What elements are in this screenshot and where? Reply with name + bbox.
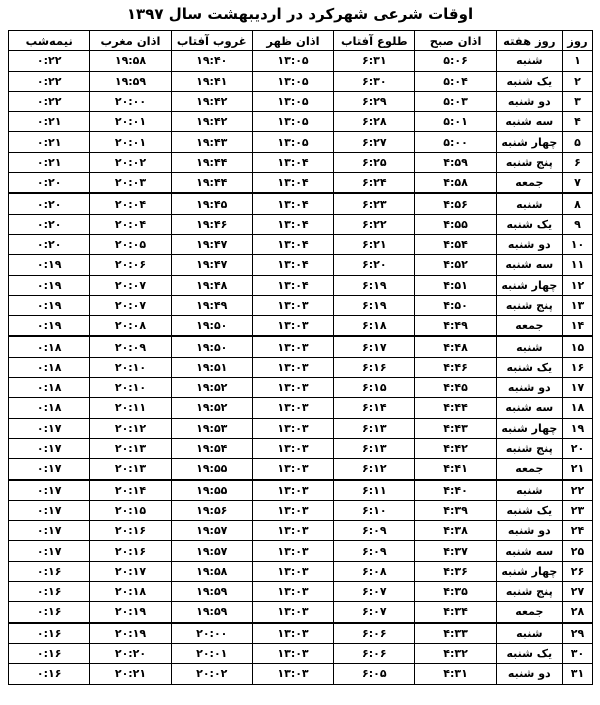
dhuhr-cell: ۱۳:۰۵ [252, 91, 333, 111]
dhuhr-cell: ۱۳:۰۴ [252, 152, 333, 172]
sunset-cell: ۱۹:۴۸ [171, 275, 252, 295]
day-cell: ۱۸ [562, 398, 592, 418]
maghrib-cell: ۲۰:۱۱ [90, 398, 171, 418]
sunrise-cell: ۶:۲۲ [334, 214, 415, 234]
header-dhuhr: اذان ظهر [252, 31, 333, 51]
fajr-cell: ۴:۴۸ [415, 336, 496, 357]
day-cell: ۲۱ [562, 459, 592, 480]
dhuhr-cell: ۱۳:۰۳ [252, 582, 333, 602]
dhuhr-cell: ۱۳:۰۳ [252, 602, 333, 623]
midnight-cell: ۰:۲۰ [9, 173, 90, 194]
day-cell: ۳ [562, 91, 592, 111]
maghrib-cell: ۲۰:۱۶ [90, 541, 171, 561]
day-cell: ۱۶ [562, 357, 592, 377]
maghrib-cell: ۲۰:۱۵ [90, 500, 171, 520]
fajr-cell: ۴:۳۴ [415, 602, 496, 623]
weekday-cell: شنبه [496, 51, 562, 71]
fajr-cell: ۴:۴۰ [415, 480, 496, 501]
midnight-cell: ۰:۲۲ [9, 51, 90, 71]
maghrib-cell: ۲۰:۰۷ [90, 275, 171, 295]
fajr-cell: ۵:۰۴ [415, 71, 496, 91]
sunset-cell: ۱۹:۵۷ [171, 541, 252, 561]
maghrib-cell: ۱۹:۵۸ [90, 51, 171, 71]
dhuhr-cell: ۱۳:۰۵ [252, 51, 333, 71]
sunset-cell: ۱۹:۴۶ [171, 214, 252, 234]
sunset-cell: ۱۹:۵۰ [171, 316, 252, 337]
fajr-cell: ۵:۰۶ [415, 51, 496, 71]
sunrise-cell: ۶:۲۹ [334, 91, 415, 111]
day-cell: ۲۲ [562, 480, 592, 501]
table-row [9, 438, 593, 458]
day-cell: ۳۱ [562, 664, 592, 684]
sunset-cell: ۱۹:۵۹ [171, 582, 252, 602]
fajr-cell: ۴:۳۶ [415, 561, 496, 581]
weekday-cell: شنبه [496, 336, 562, 357]
midnight-cell: ۰:۱۷ [9, 418, 90, 438]
table-row [9, 112, 593, 132]
day-cell: ۲۹ [562, 623, 592, 644]
sunset-cell: ۱۹:۴۵ [171, 193, 252, 214]
day-cell: ۱۹ [562, 418, 592, 438]
day-cell: ۲۴ [562, 521, 592, 541]
midnight-cell: ۰:۱۶ [9, 561, 90, 581]
sunrise-cell: ۶:۳۱ [334, 51, 415, 71]
day-cell: ۲۰ [562, 438, 592, 458]
sunrise-cell: ۶:۰۷ [334, 582, 415, 602]
table-row [9, 71, 593, 91]
header-weekday: روز هفته [496, 31, 562, 51]
maghrib-cell: ۲۰:۰۱ [90, 132, 171, 152]
sunrise-cell: ۶:۱۲ [334, 459, 415, 480]
day-cell: ۲۸ [562, 602, 592, 623]
maghrib-cell: ۲۰:۰۴ [90, 193, 171, 214]
weekday-cell: جمعه [496, 602, 562, 623]
sunset-cell: ۱۹:۴۲ [171, 112, 252, 132]
day-cell: ۱۷ [562, 378, 592, 398]
fajr-cell: ۴:۴۳ [415, 418, 496, 438]
dhuhr-cell: ۱۳:۰۳ [252, 500, 333, 520]
table-row [9, 602, 593, 623]
weekday-cell: یک شنبه [496, 643, 562, 663]
day-cell: ۱۰ [562, 234, 592, 254]
dhuhr-cell: ۱۳:۰۳ [252, 541, 333, 561]
maghrib-cell: ۲۰:۰۱ [90, 112, 171, 132]
maghrib-cell: ۲۰:۰۴ [90, 214, 171, 234]
sunset-cell: ۱۹:۴۳ [171, 132, 252, 152]
table-row [9, 521, 593, 541]
sunset-cell: ۱۹:۵۷ [171, 521, 252, 541]
table-row [9, 459, 593, 480]
weekday-cell: جمعه [496, 316, 562, 337]
weekday-cell: سه شنبه [496, 112, 562, 132]
sunrise-cell: ۶:۱۴ [334, 398, 415, 418]
prayer-times-table [8, 30, 593, 685]
maghrib-cell: ۲۰:۰۳ [90, 173, 171, 194]
day-cell: ۲۷ [562, 582, 592, 602]
maghrib-cell: ۲۰:۱۹ [90, 623, 171, 644]
sunrise-cell: ۶:۱۶ [334, 357, 415, 377]
dhuhr-cell: ۱۳:۰۴ [252, 275, 333, 295]
header-maghrib: اذان مغرب [90, 31, 171, 51]
fajr-cell: ۴:۳۲ [415, 643, 496, 663]
table-row [9, 295, 593, 315]
sunset-cell: ۱۹:۵۲ [171, 378, 252, 398]
table-row [9, 173, 593, 194]
sunrise-cell: ۶:۰۷ [334, 602, 415, 623]
fajr-cell: ۴:۴۵ [415, 378, 496, 398]
midnight-cell: ۰:۱۹ [9, 316, 90, 337]
dhuhr-cell: ۱۳:۰۵ [252, 132, 333, 152]
sunrise-cell: ۶:۳۰ [334, 71, 415, 91]
table-row [9, 643, 593, 663]
day-cell: ۹ [562, 214, 592, 234]
sunrise-cell: ۶:۰۵ [334, 664, 415, 684]
table-row [9, 480, 593, 501]
sunrise-cell: ۶:۰۸ [334, 561, 415, 581]
fajr-cell: ۴:۵۰ [415, 295, 496, 315]
fajr-cell: ۴:۴۶ [415, 357, 496, 377]
dhuhr-cell: ۱۳:۰۳ [252, 459, 333, 480]
header-day: روز [562, 31, 592, 51]
sunset-cell: ۱۹:۵۶ [171, 500, 252, 520]
sunset-cell: ۱۹:۵۵ [171, 480, 252, 501]
weekday-cell: سه شنبه [496, 398, 562, 418]
maghrib-cell: ۲۰:۰۰ [90, 91, 171, 111]
midnight-cell: ۰:۱۶ [9, 623, 90, 644]
weekday-cell: یک شنبه [496, 357, 562, 377]
weekday-cell: جمعه [496, 173, 562, 194]
day-cell: ۳۰ [562, 643, 592, 663]
table-row [9, 234, 593, 254]
day-cell: ۲ [562, 71, 592, 91]
sunset-cell: ۱۹:۵۴ [171, 438, 252, 458]
maghrib-cell: ۲۰:۱۳ [90, 459, 171, 480]
table-row [9, 193, 593, 214]
sunset-cell: ۱۹:۴۲ [171, 91, 252, 111]
sunset-cell: ۱۹:۵۸ [171, 561, 252, 581]
day-cell: ۱۲ [562, 275, 592, 295]
sunset-cell: ۱۹:۴۷ [171, 234, 252, 254]
sunrise-cell: ۶:۲۴ [334, 173, 415, 194]
fajr-cell: ۴:۴۴ [415, 398, 496, 418]
sunset-cell: ۱۹:۴۰ [171, 51, 252, 71]
dhuhr-cell: ۱۳:۰۳ [252, 316, 333, 337]
maghrib-cell: ۲۰:۰۹ [90, 336, 171, 357]
weekday-cell: جمعه [496, 459, 562, 480]
fajr-cell: ۴:۳۷ [415, 541, 496, 561]
fajr-cell: ۴:۴۱ [415, 459, 496, 480]
dhuhr-cell: ۱۳:۰۴ [252, 193, 333, 214]
sunrise-cell: ۶:۱۳ [334, 438, 415, 458]
table-row [9, 541, 593, 561]
maghrib-cell: ۲۰:۱۶ [90, 521, 171, 541]
fajr-cell: ۴:۵۹ [415, 152, 496, 172]
maghrib-cell: ۲۰:۱۲ [90, 418, 171, 438]
sunrise-cell: ۶:۲۸ [334, 112, 415, 132]
dhuhr-cell: ۱۳:۰۳ [252, 643, 333, 663]
dhuhr-cell: ۱۳:۰۳ [252, 357, 333, 377]
midnight-cell: ۰:۲۲ [9, 71, 90, 91]
table-row [9, 152, 593, 172]
maghrib-cell: ۲۰:۱۷ [90, 561, 171, 581]
sunrise-cell: ۶:۲۱ [334, 234, 415, 254]
day-cell: ۸ [562, 193, 592, 214]
weekday-cell: پنج شنبه [496, 295, 562, 315]
table-row [9, 378, 593, 398]
midnight-cell: ۰:۱۷ [9, 541, 90, 561]
weekday-cell: سه شنبه [496, 255, 562, 275]
dhuhr-cell: ۱۳:۰۳ [252, 336, 333, 357]
day-cell: ۱۳ [562, 295, 592, 315]
table-row [9, 500, 593, 520]
table-row [9, 91, 593, 111]
maghrib-cell: ۲۰:۰۷ [90, 295, 171, 315]
dhuhr-cell: ۱۳:۰۳ [252, 623, 333, 644]
header-fajr: اذان صبح [415, 31, 496, 51]
header-midnight: نیمه‌شب [9, 31, 90, 51]
sunset-cell: ۱۹:۵۵ [171, 459, 252, 480]
dhuhr-cell: ۱۳:۰۳ [252, 398, 333, 418]
weekday-cell: دو شنبه [496, 664, 562, 684]
sunrise-cell: ۶:۲۳ [334, 193, 415, 214]
page-title: اوقات شرعی شهرکرد در اردیبهشت سال ۱۳۹۷ [126, 5, 474, 23]
sunrise-cell: ۶:۱۹ [334, 275, 415, 295]
dhuhr-cell: ۱۳:۰۳ [252, 438, 333, 458]
table-row [9, 255, 593, 275]
weekday-cell: یک شنبه [496, 500, 562, 520]
weekday-cell: یک شنبه [496, 214, 562, 234]
weekday-cell: شنبه [496, 623, 562, 644]
maghrib-cell: ۲۰:۱۹ [90, 602, 171, 623]
maghrib-cell: ۲۰:۱۰ [90, 357, 171, 377]
fajr-cell: ۵:۰۰ [415, 132, 496, 152]
sunset-cell: ۱۹:۴۴ [171, 152, 252, 172]
sunrise-cell: ۶:۲۷ [334, 132, 415, 152]
weekday-cell: شنبه [496, 480, 562, 501]
weekday-cell: دو شنبه [496, 378, 562, 398]
midnight-cell: ۰:۲۰ [9, 193, 90, 214]
day-cell: ۲۳ [562, 500, 592, 520]
fajr-cell: ۴:۵۲ [415, 255, 496, 275]
table-row [9, 275, 593, 295]
weekday-cell: چهار شنبه [496, 418, 562, 438]
sunrise-cell: ۶:۲۰ [334, 255, 415, 275]
header-sunset: غروب آفتاب [171, 31, 252, 51]
table-row [9, 336, 593, 357]
midnight-cell: ۰:۱۹ [9, 255, 90, 275]
table-body [9, 51, 593, 684]
fajr-cell: ۴:۵۴ [415, 234, 496, 254]
day-cell: ۲۶ [562, 561, 592, 581]
dhuhr-cell: ۱۳:۰۳ [252, 521, 333, 541]
maghrib-cell: ۲۰:۱۳ [90, 438, 171, 458]
table-row [9, 623, 593, 644]
day-cell: ۷ [562, 173, 592, 194]
day-cell: ۱۱ [562, 255, 592, 275]
midnight-cell: ۰:۱۷ [9, 438, 90, 458]
dhuhr-cell: ۱۳:۰۳ [252, 561, 333, 581]
maghrib-cell: ۲۰:۱۰ [90, 378, 171, 398]
maghrib-cell: ۲۰:۰۲ [90, 152, 171, 172]
sunrise-cell: ۶:۱۳ [334, 418, 415, 438]
fajr-cell: ۴:۳۱ [415, 664, 496, 684]
midnight-cell: ۰:۱۷ [9, 521, 90, 541]
day-cell: ۲۵ [562, 541, 592, 561]
fajr-cell: ۴:۳۳ [415, 623, 496, 644]
weekday-cell: پنج شنبه [496, 582, 562, 602]
midnight-cell: ۰:۱۹ [9, 295, 90, 315]
fajr-cell: ۴:۵۵ [415, 214, 496, 234]
fajr-cell: ۴:۵۸ [415, 173, 496, 194]
table-row [9, 561, 593, 581]
weekday-cell: چهار شنبه [496, 561, 562, 581]
sunrise-cell: ۶:۰۶ [334, 643, 415, 663]
sunset-cell: ۲۰:۰۲ [171, 664, 252, 684]
weekday-cell: سه شنبه [496, 541, 562, 561]
weekday-cell: دو شنبه [496, 234, 562, 254]
dhuhr-cell: ۱۳:۰۴ [252, 255, 333, 275]
maghrib-cell: ۲۰:۲۰ [90, 643, 171, 663]
weekday-cell: یک شنبه [496, 71, 562, 91]
sunset-cell: ۱۹:۴۷ [171, 255, 252, 275]
header-row [9, 31, 593, 51]
sunrise-cell: ۶:۱۹ [334, 295, 415, 315]
table-row [9, 357, 593, 377]
sunrise-cell: ۶:۱۵ [334, 378, 415, 398]
header-sunrise: طلوع آفتاب [334, 31, 415, 51]
sunset-cell: ۱۹:۵۰ [171, 336, 252, 357]
dhuhr-cell: ۱۳:۰۵ [252, 71, 333, 91]
dhuhr-cell: ۱۳:۰۴ [252, 234, 333, 254]
fajr-cell: ۴:۵۱ [415, 275, 496, 295]
dhuhr-cell: ۱۳:۰۵ [252, 112, 333, 132]
sunset-cell: ۱۹:۵۹ [171, 602, 252, 623]
maghrib-cell: ۲۰:۰۶ [90, 255, 171, 275]
fajr-cell: ۵:۰۱ [415, 112, 496, 132]
sunrise-cell: ۶:۱۸ [334, 316, 415, 337]
midnight-cell: ۰:۱۶ [9, 643, 90, 663]
sunrise-cell: ۶:۱۱ [334, 480, 415, 501]
weekday-cell: چهار شنبه [496, 132, 562, 152]
table-row [9, 664, 593, 684]
table-row [9, 214, 593, 234]
midnight-cell: ۰:۱۸ [9, 378, 90, 398]
sunset-cell: ۲۰:۰۱ [171, 643, 252, 663]
midnight-cell: ۰:۱۶ [9, 582, 90, 602]
fajr-cell: ۴:۴۲ [415, 438, 496, 458]
weekday-cell: پنج شنبه [496, 438, 562, 458]
fajr-cell: ۵:۰۳ [415, 91, 496, 111]
day-cell: ۱۵ [562, 336, 592, 357]
dhuhr-cell: ۱۳:۰۳ [252, 378, 333, 398]
sunrise-cell: ۶:۰۶ [334, 623, 415, 644]
weekday-cell: پنج شنبه [496, 152, 562, 172]
table-row [9, 316, 593, 337]
maghrib-cell: ۱۹:۵۹ [90, 71, 171, 91]
maghrib-cell: ۲۰:۲۱ [90, 664, 171, 684]
midnight-cell: ۰:۱۸ [9, 398, 90, 418]
weekday-cell: شنبه [496, 193, 562, 214]
sunrise-cell: ۶:۱۰ [334, 500, 415, 520]
table-row [9, 418, 593, 438]
midnight-cell: ۰:۲۱ [9, 132, 90, 152]
table-row [9, 51, 593, 71]
table-row [9, 582, 593, 602]
midnight-cell: ۰:۱۸ [9, 336, 90, 357]
dhuhr-cell: ۱۳:۰۳ [252, 664, 333, 684]
day-cell: ۵ [562, 132, 592, 152]
sunset-cell: ۱۹:۴۱ [171, 71, 252, 91]
midnight-cell: ۰:۱۹ [9, 275, 90, 295]
midnight-cell: ۰:۱۶ [9, 602, 90, 623]
midnight-cell: ۰:۲۱ [9, 112, 90, 132]
midnight-cell: ۰:۱۸ [9, 357, 90, 377]
midnight-cell: ۰:۲۰ [9, 234, 90, 254]
fajr-cell: ۴:۳۵ [415, 582, 496, 602]
sunset-cell: ۱۹:۴۴ [171, 173, 252, 194]
midnight-cell: ۰:۱۷ [9, 500, 90, 520]
sunset-cell: ۱۹:۵۲ [171, 398, 252, 418]
sunset-cell: ۱۹:۴۹ [171, 295, 252, 315]
midnight-cell: ۰:۲۱ [9, 152, 90, 172]
fajr-cell: ۴:۳۸ [415, 521, 496, 541]
midnight-cell: ۰:۲۲ [9, 91, 90, 111]
dhuhr-cell: ۱۳:۰۳ [252, 480, 333, 501]
maghrib-cell: ۲۰:۰۵ [90, 234, 171, 254]
weekday-cell: دو شنبه [496, 521, 562, 541]
fajr-cell: ۴:۳۹ [415, 500, 496, 520]
sunset-cell: ۱۹:۵۱ [171, 357, 252, 377]
dhuhr-cell: ۱۳:۰۳ [252, 295, 333, 315]
midnight-cell: ۰:۱۶ [9, 664, 90, 684]
maghrib-cell: ۲۰:۱۸ [90, 582, 171, 602]
midnight-cell: ۰:۱۷ [9, 480, 90, 501]
fajr-cell: ۴:۵۶ [415, 193, 496, 214]
sunrise-cell: ۶:۰۹ [334, 541, 415, 561]
midnight-cell: ۰:۲۰ [9, 214, 90, 234]
sunrise-cell: ۶:۰۹ [334, 521, 415, 541]
weekday-cell: دو شنبه [496, 91, 562, 111]
weekday-cell: چهار شنبه [496, 275, 562, 295]
sunset-cell: ۱۹:۵۳ [171, 418, 252, 438]
dhuhr-cell: ۱۳:۰۴ [252, 173, 333, 194]
sunrise-cell: ۶:۲۵ [334, 152, 415, 172]
sunrise-cell: ۶:۱۷ [334, 336, 415, 357]
table-row [9, 132, 593, 152]
maghrib-cell: ۲۰:۱۴ [90, 480, 171, 501]
day-cell: ۴ [562, 112, 592, 132]
dhuhr-cell: ۱۳:۰۳ [252, 418, 333, 438]
day-cell: ۱ [562, 51, 592, 71]
maghrib-cell: ۲۰:۰۸ [90, 316, 171, 337]
day-cell: ۱۴ [562, 316, 592, 337]
dhuhr-cell: ۱۳:۰۴ [252, 214, 333, 234]
sunset-cell: ۲۰:۰۰ [171, 623, 252, 644]
day-cell: ۶ [562, 152, 592, 172]
fajr-cell: ۴:۴۹ [415, 316, 496, 337]
table-row [9, 398, 593, 418]
midnight-cell: ۰:۱۷ [9, 459, 90, 480]
